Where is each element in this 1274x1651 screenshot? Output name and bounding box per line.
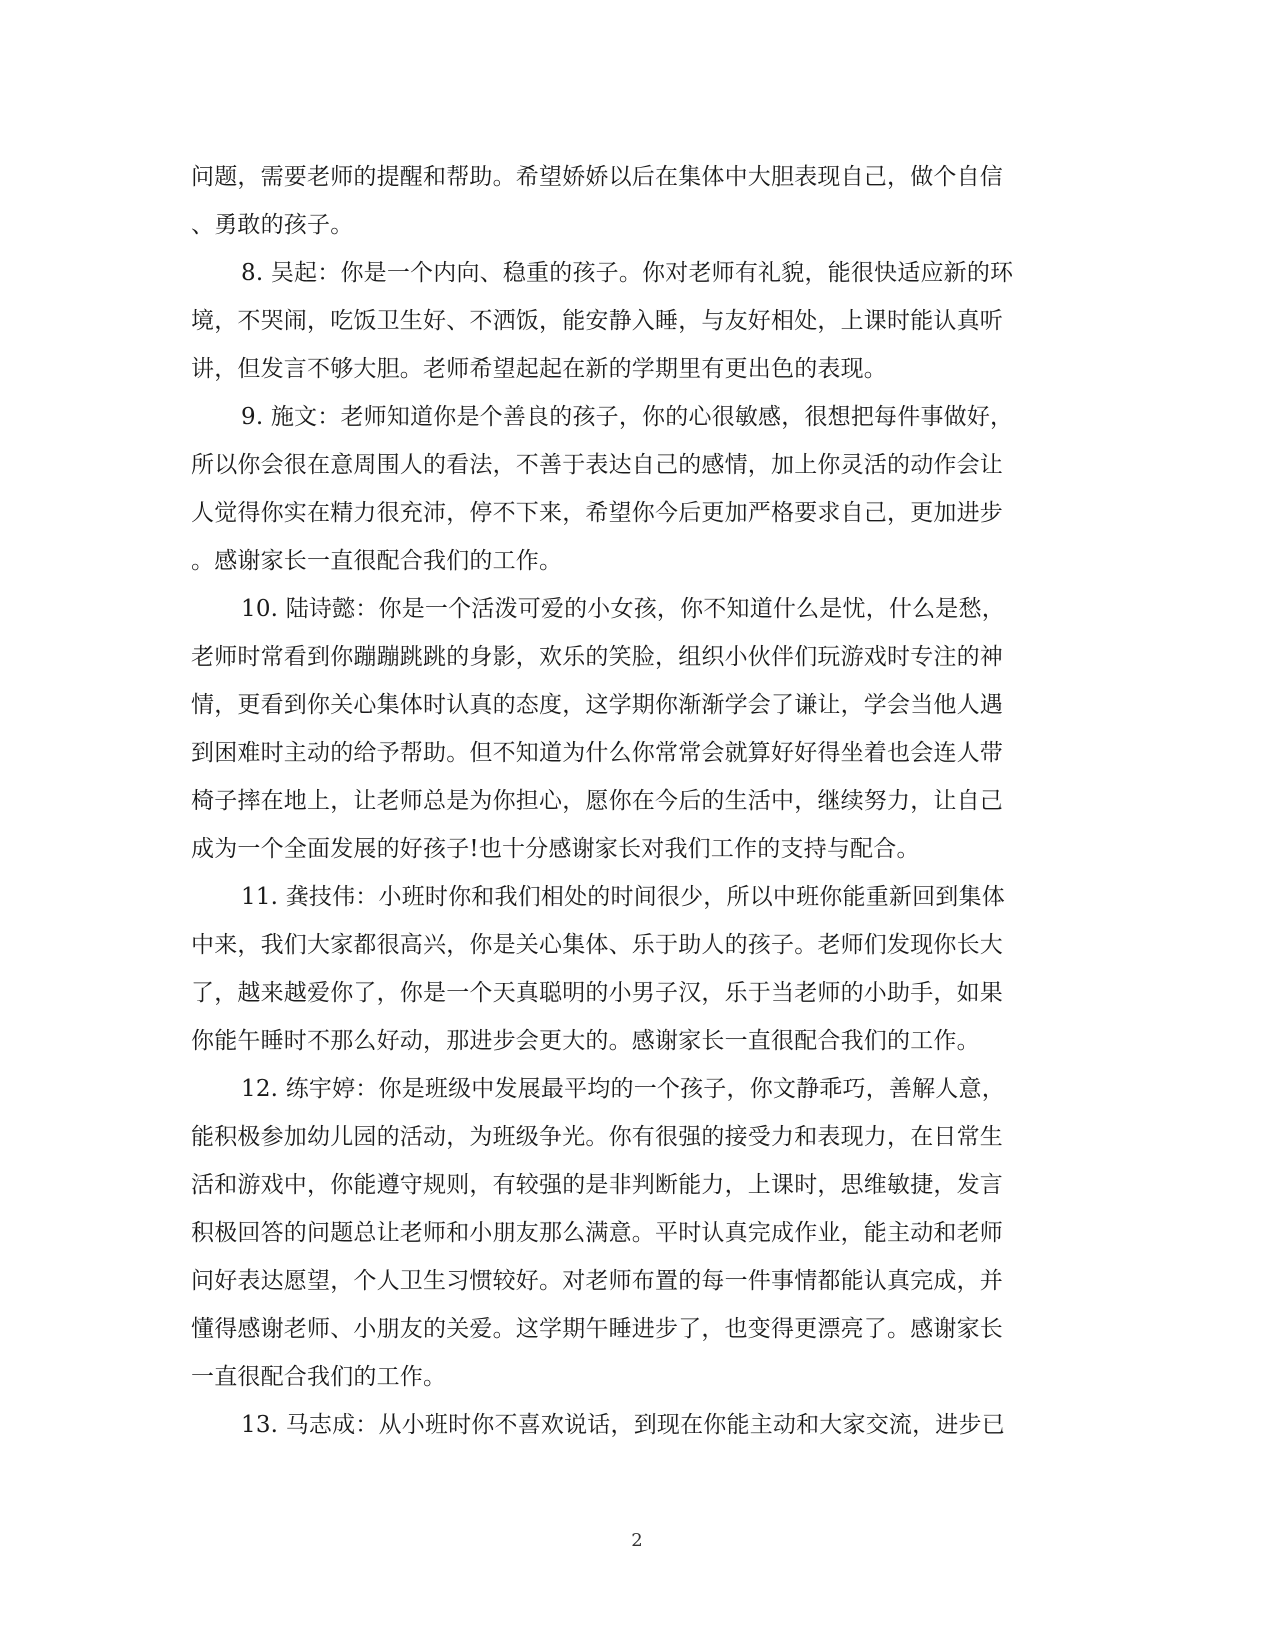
paragraph-line: 懂得感谢老师、小朋友的关爱。这学期午睡进步了，也变得更漂亮了。感谢家长 [191, 1316, 1003, 1342]
paragraph-line: 问好表达愿望，个人卫生习惯较好。对老师布置的每一件事情都能认真完成，并 [191, 1268, 1003, 1294]
document-body [191, 153, 1083, 1449]
paragraph-line: 一直很配合我们的工作。 [191, 1364, 447, 1390]
paragraph-first-line: 10. 陆诗懿：你是一个活泼可爱的小女孩，你不知道什么是忧，什么是愁， [241, 596, 1005, 622]
paragraph-line: 椅子摔在地上，让老师总是为你担心，愿你在今后的生活中，继续努力，让自己 [191, 788, 1003, 814]
paragraph-line: 问题，需要老师的提醒和帮助。希望娇娇以后在集体中大胆表现自己，做个自信 [191, 164, 1003, 190]
paragraph-first-line: 11. 龚技伟：小班时你和我们相处的时间很少，所以中班你能重新回到集体 [241, 884, 1005, 910]
paragraph-line: 所以你会很在意周围人的看法，不善于表达自己的感情，加上你灵活的动作会让 [191, 452, 1003, 478]
paragraph-line: 了，越来越爱你了，你是一个天真聪明的小男子汉，乐于当老师的小助手，如果 [191, 980, 1003, 1006]
paragraph-line: 境，不哭闹，吃饭卫生好、不洒饭，能安静入睡，与友好相处，上课时能认真听 [191, 308, 1003, 334]
paragraph-line: 中来，我们大家都很高兴，你是关心集体、乐于助人的孩子。老师们发现你长大 [191, 932, 1003, 958]
paragraph-line: 成为一个全面发展的好孩子!也十分感谢家长对我们工作的支持与配合。 [191, 836, 920, 862]
paragraph-line: 活和游戏中，你能遵守规则，有较强的是非判断能力，上课时，思维敏捷，发言 [191, 1172, 1003, 1198]
paragraph-line: 你能午睡时不那么好动，那进步会更大的。感谢家长一直很配合我们的工作。 [191, 1028, 980, 1054]
paragraph-line: 人觉得你实在精力很充沛，停不下来，希望你今后更加严格要求自己，更加进步 [191, 500, 1003, 526]
paragraph-first-line: 13. 马志成：从小班时你不喜欢说话，到现在你能主动和大家交流，进步已 [241, 1412, 1005, 1438]
paragraph-line: 、勇敢的孩子。 [191, 212, 354, 238]
paragraph-first-line: 12. 练宇婷：你是班级中发展最平均的一个孩子，你文静乖巧，善解人意， [241, 1076, 1005, 1102]
paragraph-line: 到困难时主动的给予帮助。但不知道为什么你常常会就算好好得坐着也会连人带 [191, 740, 1003, 766]
paragraph-line: 老师时常看到你蹦蹦跳跳的身影，欢乐的笑脸，组织小伙伴们玩游戏时专注的神 [191, 644, 1003, 670]
paragraph-first-line: 8. 吴起：你是一个内向、稳重的孩子。你对老师有礼貌，能很快适应新的环 [241, 260, 1014, 286]
page-number: 2 [631, 1530, 643, 1551]
paragraph-first-line: 9. 施文：老师知道你是个善良的孩子，你的心很敏感，很想把每件事做好， [241, 404, 1014, 430]
paragraph-line: 积极回答的问题总让老师和小朋友那么满意。平时认真完成作业，能主动和老师 [191, 1220, 1003, 1246]
paragraph-line: 讲，但发言不够大胆。老师希望起起在新的学期里有更出色的表现。 [191, 356, 887, 382]
paragraph-line: 。感谢家长一直很配合我们的工作。 [191, 548, 563, 574]
paragraph-line: 情，更看到你关心集体时认真的态度，这学期你渐渐学会了谦让，学会当他人遇 [191, 692, 1003, 718]
paragraph-line: 能积极参加幼儿园的活动，为班级争光。你有很强的接受力和表现力，在日常生 [191, 1124, 1003, 1150]
